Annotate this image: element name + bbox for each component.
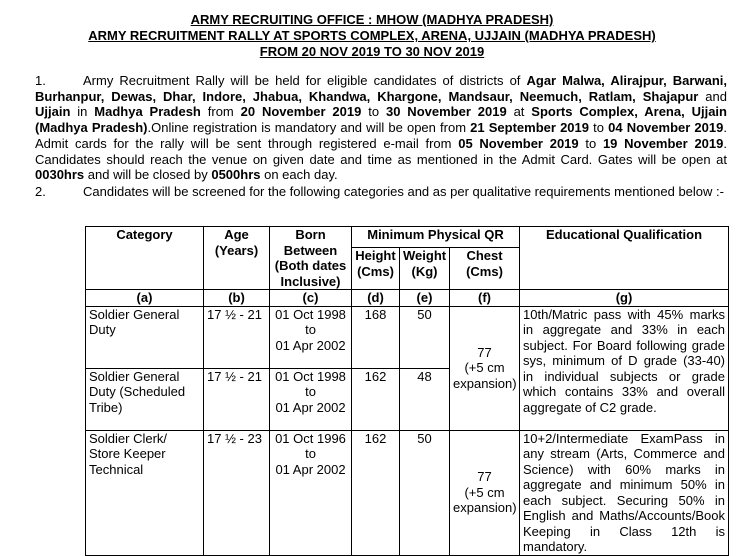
col-header-age: Age (Years) xyxy=(204,227,270,290)
chest-cell-1: 77 (+5 cm expansion) xyxy=(450,306,520,430)
col-header-chest: Chest (Cms) xyxy=(450,248,520,290)
sub-header-row: (a) (b) (c) (d) (e) (f) (g) xyxy=(86,290,729,307)
education-cell-1: 10th/Matric pass with 45% marks in aggregate and 33% in each subject. For Board following grade sys, minimum of D grade (33-40) in individual subjects or grade which contains 33% and overall aggregate of C2 grade. xyxy=(520,306,729,430)
col-header-category: Category xyxy=(86,227,204,290)
education-cell-2: 10+2/Intermediate ExamPass in any stream (Arts, Commerce and Science) with 60% marks in aggregate and minimum 50% in each subject. Securing 50% in English and Maths/Accounts/Book Keeping in Class 12th is mandatory. xyxy=(520,430,729,555)
header-line-1: ARMY RECRUITING OFFICE : MHOW (MADHYA PRADESH) xyxy=(190,12,554,27)
physical-qr-table xyxy=(85,226,729,556)
col-header-weight: Weight (Kg) xyxy=(400,248,450,290)
col-header-height: Height (Cms) xyxy=(352,248,400,290)
col-header-education: Educational Qualification xyxy=(520,227,729,290)
table-row: Soldier Clerk/ Store Keeper Technical 17 ½ - 23 01 Oct 1996 to 01 Apr 2002 162 50 77 (+5 cm expansion) 10+2/Intermediate ExamPass in any stream (Arts, Commerce and Science) with 60% marks in aggregate and minimum 50% in each subject. Securing 50% in English and Maths/Accounts/Book Keeping in Class 12th is mandatory. xyxy=(86,430,729,555)
chest-cell-2: 77 (+5 cm expansion) xyxy=(450,430,520,555)
col-header-born: Born Between (Both dates Inclusive) xyxy=(270,227,352,290)
header-line-3: FROM 20 NOV 2019 TO 30 NOV 2019 xyxy=(259,44,485,59)
table-row: Soldier General Duty (Scheduled Tribe) 17 ½ - 21 01 Oct 1998 to 01 Apr 2002 162 48 xyxy=(86,368,729,430)
paragraph-2: 2. Candidates will be screened for the following categories and as per qualitative requirements mentioned below :- xyxy=(35,184,724,199)
table-row: Soldier General Duty 17 ½ - 21 01 Oct 1998 to 01 Apr 2002 168 50 77 (+5 cm expansion) 10th/Matric pass with 45% marks in aggregate and 33% in each subject. For Board following grade sys, minimum of D grade (33-40) in individual subjects or grade which contains 33% and overall aggregate of C2 grade. xyxy=(86,306,729,368)
paragraph-1: 1. Army Recruitment Rally will be held for eligible candidates of districts of Agar Malwa, Alirajpur, Barwani, Burhanpur, Dewas, Dhar, Indore, Jhabua, Khandwa, Khargone, Mandsaur, Neemuch, Ratlam, Shajapur and Ujjain in Madhya Pradesh from 20 November 2019 to 30 November 2019 at Sports Complex, Arena, Ujjain (Madhya Pradesh).Online registration is mandatory and will be open from 21 September 2019 to 04 November 2019. Admit cards for the rally will be sent through registered e-mail from 05 November 2019 to 19 November 2019. Candidates should reach the venue on given date and time as mentioned in the Admit Card. Gates will be open at 0030hrs and will be closed by 0500hrs on each day. xyxy=(35,73,727,183)
col-header-min-qr: Minimum Physical QR xyxy=(352,227,520,248)
header-line-2: ARMY RECRUITMENT RALLY AT SPORTS COMPLEX, ARENA, UJJAIN (MADHYA PRADESH) xyxy=(88,28,656,43)
